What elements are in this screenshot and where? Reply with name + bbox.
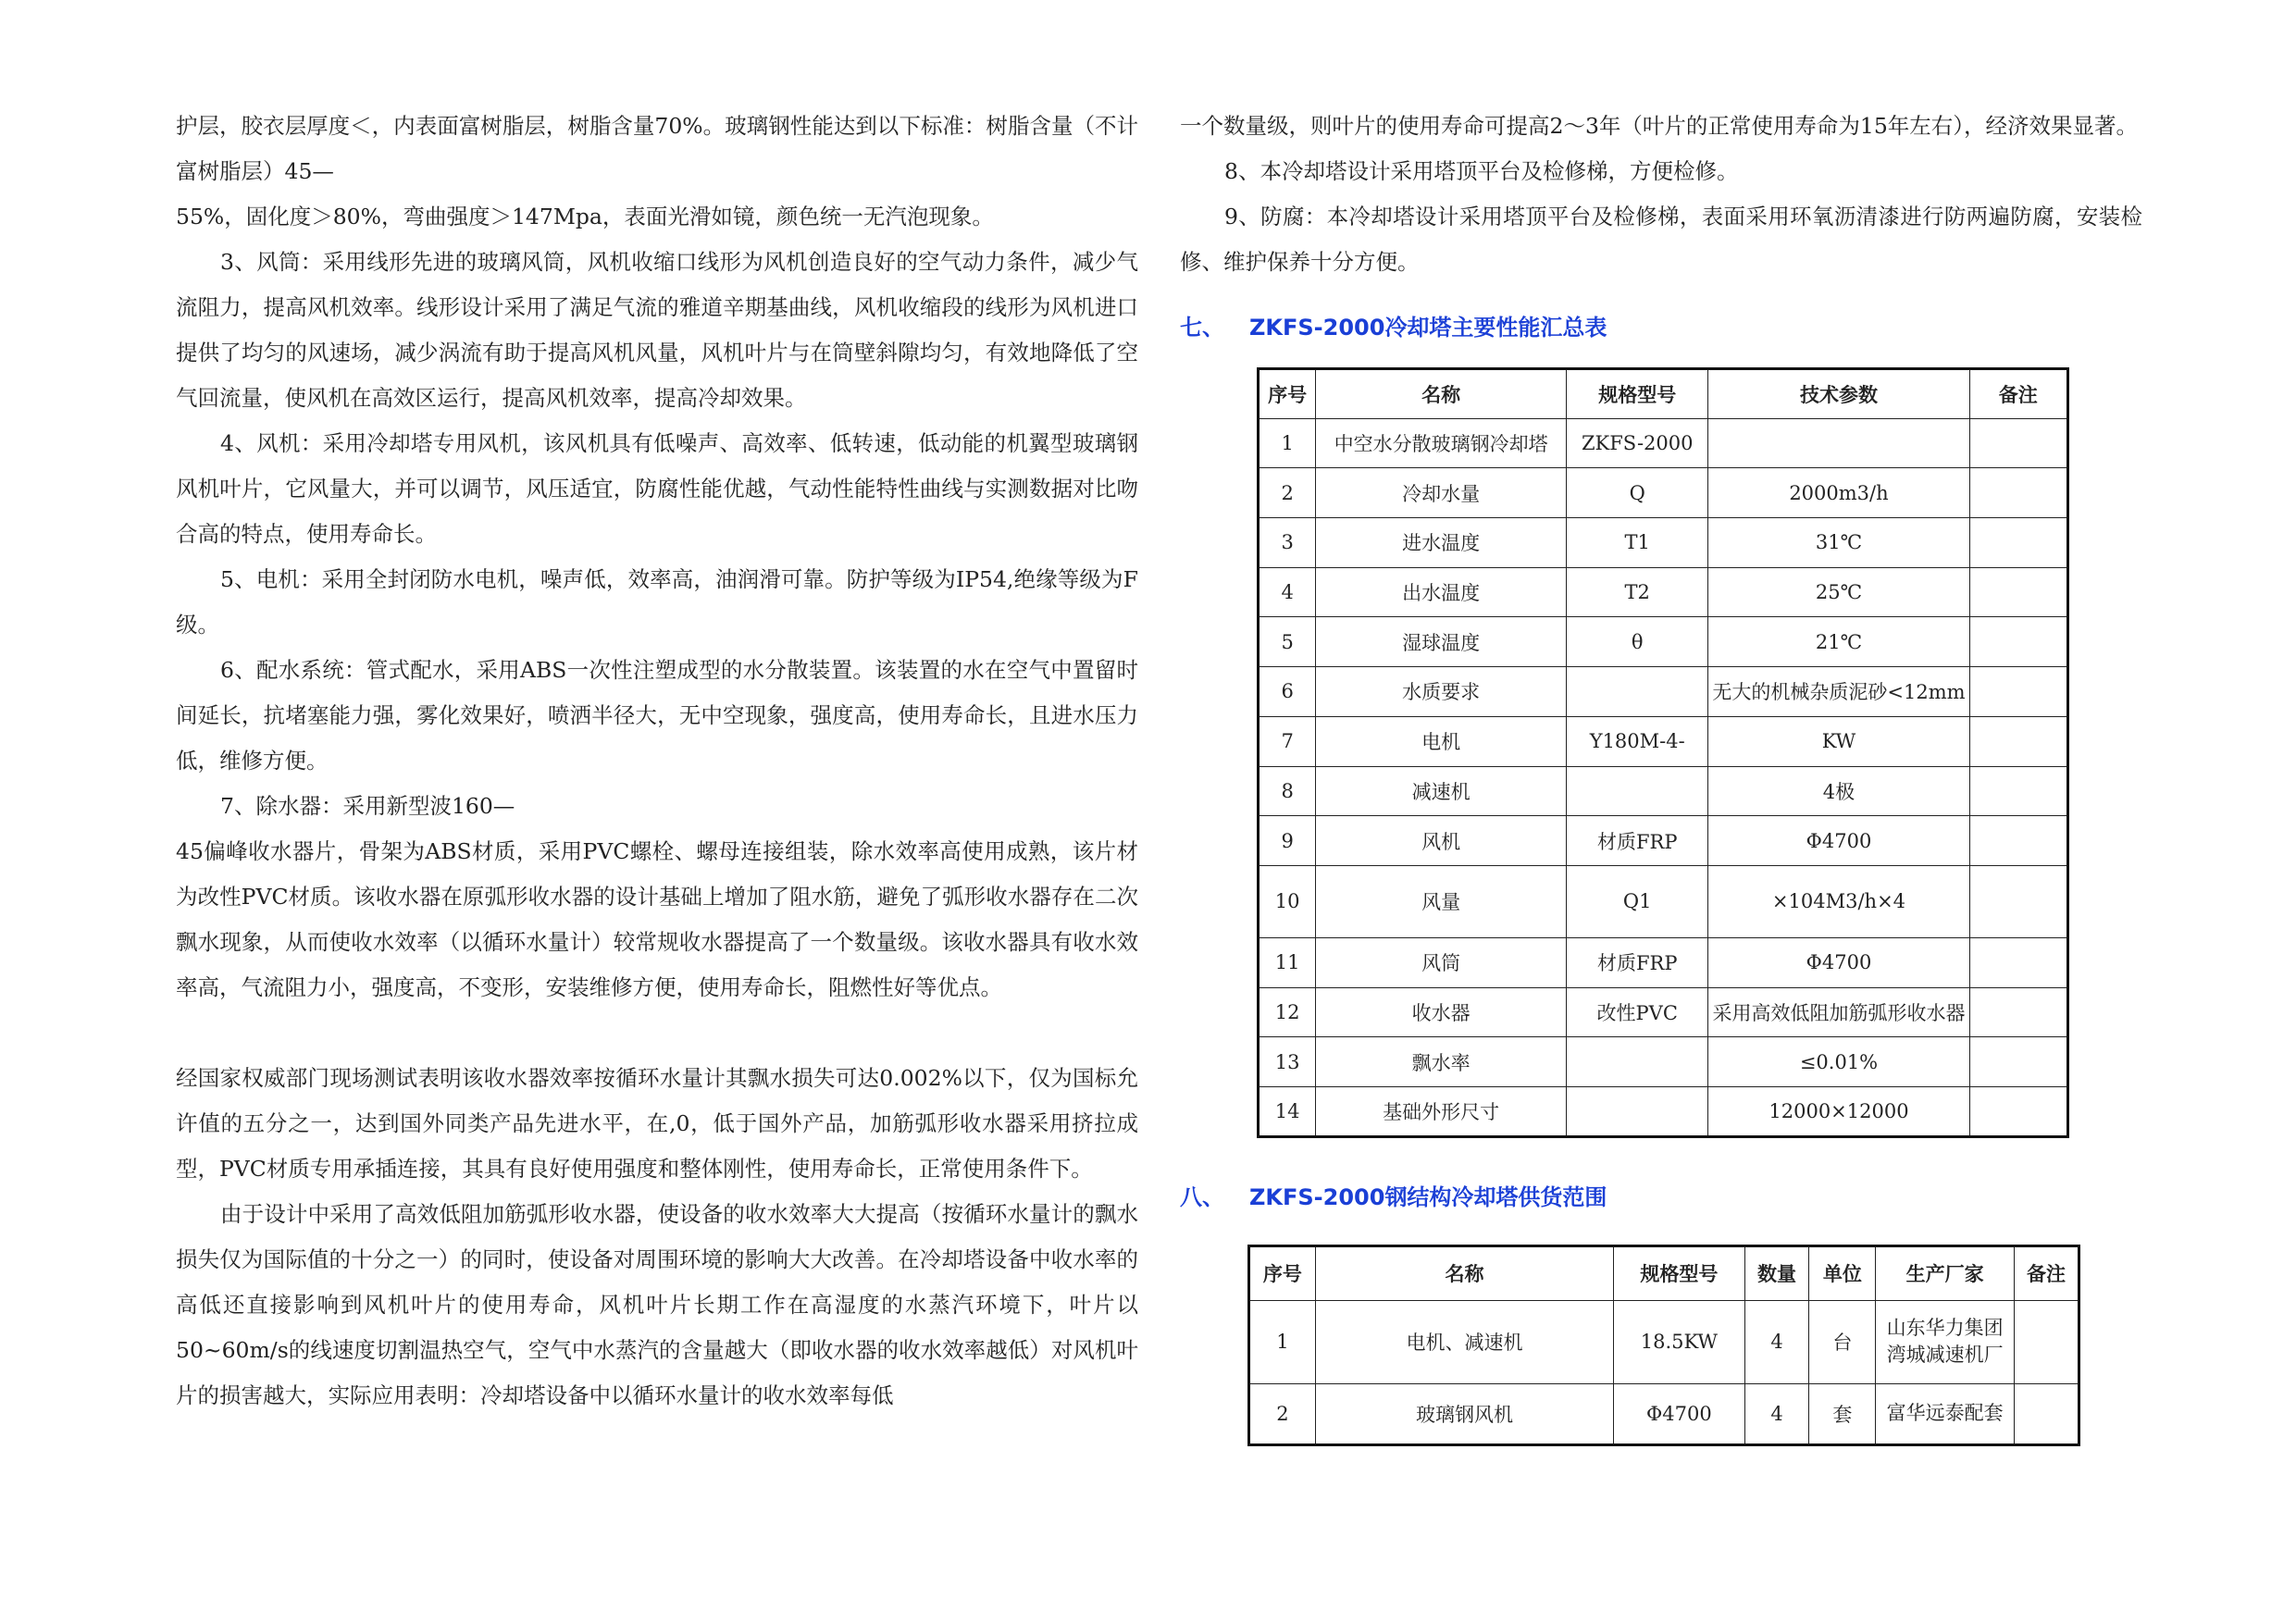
table-row bbox=[1259, 865, 2068, 937]
table-cell: 玻璃钢风机 bbox=[1315, 1383, 1613, 1444]
table-cell: 电机 bbox=[1316, 716, 1567, 766]
table-row bbox=[1259, 667, 2068, 717]
table-cell: 飘水率 bbox=[1316, 1037, 1567, 1087]
table-cell bbox=[2015, 1300, 2079, 1383]
table-row bbox=[1259, 766, 2068, 816]
table-cell bbox=[2015, 1383, 2079, 1444]
table-cell: 材质FRP bbox=[1567, 937, 1708, 987]
supply-scope-table bbox=[1247, 1245, 2080, 1446]
table-cell: 4 bbox=[1744, 1300, 1809, 1383]
table-row bbox=[1259, 1037, 2068, 1087]
table-row bbox=[1259, 617, 2068, 667]
paragraph: 9、防腐：本冷却塔设计采用塔顶平台及检修梯，表面采用环氧沥清漆进行防两遍防腐，安装检修、维护保养十分方便。 bbox=[1180, 204, 2142, 275]
manufacturer-line: 富华远泰配套 bbox=[1886, 1402, 2004, 1425]
table-cell bbox=[1567, 766, 1708, 816]
table-cell: Φ4700 bbox=[1708, 816, 1969, 866]
table-header-row bbox=[1249, 1245, 2079, 1300]
table-cell bbox=[1969, 518, 2067, 568]
section-7-number: 七、 bbox=[1180, 315, 1224, 341]
table-cell: 7 bbox=[1259, 716, 1316, 766]
table-cell: Φ4700 bbox=[1708, 937, 1969, 987]
table-cell: 25℃ bbox=[1708, 567, 1969, 617]
table-row bbox=[1259, 518, 2068, 568]
table-cell: 套 bbox=[1809, 1383, 1876, 1444]
table-cell: 台 bbox=[1809, 1300, 1876, 1383]
table-cell: 风筒 bbox=[1316, 937, 1567, 987]
table-cell: 冷却水量 bbox=[1316, 468, 1567, 518]
table-cell: 出水温度 bbox=[1316, 567, 1567, 617]
table-cell: θ bbox=[1567, 617, 1708, 667]
table-cell bbox=[1969, 865, 2067, 937]
table-row bbox=[1249, 1383, 2079, 1444]
table-cell bbox=[1969, 418, 2067, 468]
table-cell bbox=[1969, 937, 2067, 987]
paragraph: 经国家权威部门现场测试表明该收水器效率按循环水量计其飘水损失可达0.002%以下，仅为国标允许值的五分之一，达到国外同类产品先进水平，在,0，低于国外产品，加筋弧形收水器采用挤拉成型，PVC材质专用承插连接，其具有良好使用强度和整体刚性，使用寿命长，正常使用条件下。 bbox=[176, 1065, 1138, 1182]
table-cell: 6 bbox=[1259, 667, 1316, 717]
paragraph: 45偏峰收水器片，骨架为ABS材质，采用PVC螺栓、螺母连接组装，除水效率高使用成熟，该片材为改性PVC材质。该收水器在原弧形收水器的设计基础上增加了阻水筋，避免了弧形收水器存在二次飘水现象，从而使收水效率（以循环水量计）较常规收水器提高了一个数量级。该收水器具有收水效率高，气流阻力小，强度高，不变形，安装维修方便，使用寿命长，阻燃性好等优点。 bbox=[176, 838, 1138, 1000]
header-cell: 名称 bbox=[1315, 1245, 1613, 1300]
header-cell: 生产厂家 bbox=[1876, 1245, 2015, 1300]
table-cell bbox=[1969, 816, 2067, 866]
manufacturer-cell bbox=[1876, 1300, 2015, 1383]
table-cell: ZKFS-2000 bbox=[1567, 418, 1708, 468]
table-cell: 8 bbox=[1259, 766, 1316, 816]
paragraph: 3、风筒：采用线形先进的玻璃风筒，风机收缩口线形为风机创造良好的空气动力条件，减少气流阻力，提高风机效率。线形设计采用了满足气流的雅道辛期基曲线，风机收缩段的线形为风机进口提供了均匀的风速场，减少涡流有助于提高风机风量，风机叶片与在筒壁斜隙均匀，有效地降低了空气回流量，使风机在高效区运行，提高风机效率，提高冷却效果。 bbox=[176, 249, 1138, 411]
header-cell: 单位 bbox=[1809, 1245, 1876, 1300]
header-cell: 数量 bbox=[1744, 1245, 1809, 1300]
table-cell: 2000m3/h bbox=[1708, 468, 1969, 518]
performance-table bbox=[1257, 367, 2069, 1138]
header-cell: 备注 bbox=[1969, 369, 2067, 419]
table-cell: 18.5KW bbox=[1614, 1300, 1745, 1383]
paragraph: 8、本冷却塔设计采用塔顶平台及检修梯，方便检修。 bbox=[1224, 158, 1739, 184]
manufacturer-line: 湾城减速机厂 bbox=[1886, 1344, 2004, 1367]
table-row bbox=[1259, 468, 2068, 518]
table-row bbox=[1249, 1300, 2079, 1383]
table-cell: 2 bbox=[1249, 1383, 1316, 1444]
table-cell: KW bbox=[1708, 716, 1969, 766]
table-cell bbox=[1969, 1086, 2067, 1136]
table-header-row bbox=[1259, 369, 2068, 419]
table-cell: 9 bbox=[1259, 816, 1316, 866]
table-cell bbox=[1969, 1037, 2067, 1087]
table-cell bbox=[1708, 418, 1969, 468]
table-cell: 14 bbox=[1259, 1086, 1316, 1136]
table-cell: 风机 bbox=[1316, 816, 1567, 866]
table-cell: 1 bbox=[1259, 418, 1316, 468]
table-cell: 31℃ bbox=[1708, 518, 1969, 568]
paragraph: 55%，固化度＞80%，弯曲强度＞147Mpa，表面光滑如镜，颜色统一无汽泡现象。 bbox=[176, 204, 994, 229]
table-cell bbox=[1969, 716, 2067, 766]
paragraph: 护层，胶衣层厚度＜，内表面富树脂层，树脂含量70%。玻璃钢性能达到以下标准：树脂含量（不计富树脂层）45— bbox=[176, 113, 1138, 184]
right-column bbox=[1180, 104, 2142, 1446]
table-cell: 11 bbox=[1259, 937, 1316, 987]
table-cell: 3 bbox=[1259, 518, 1316, 568]
section-7-title: ZKFS-2000冷却塔主要性能汇总表 bbox=[1249, 315, 1607, 341]
table-cell bbox=[1969, 987, 2067, 1037]
header-cell: 备注 bbox=[2015, 1245, 2079, 1300]
table-cell: 无大的机械杂质泥砂<12mm bbox=[1708, 667, 1969, 717]
table-cell: 改性PVC bbox=[1567, 987, 1708, 1037]
table-cell: Φ4700 bbox=[1614, 1383, 1745, 1444]
paragraph: 6、配水系统：管式配水，采用ABS一次性注塑成型的水分散装置。该装置的水在空气中置留时间延长，抗堵塞能力强，雾化效果好，喷洒半径大，无中空现象，强度高，使用寿命长，且进水压力低，维修方便。 bbox=[176, 657, 1138, 774]
table-cell: 基础外形尺寸 bbox=[1316, 1086, 1567, 1136]
manufacturer-cell bbox=[1876, 1383, 2015, 1444]
paragraph: 由于设计中采用了高效低阻加筋弧形收水器，使设备的收水效率大大提高（按循环水量计的飘水损失仅为国际值的十分之一）的同时，使设备对周围环境的影响大大改善。在冷却塔设备中收水率的高低还直接影响到风机叶片的使用寿命，风机叶片长期工作在高湿度的水蒸汽环境下，叶片以50~60m/s的线速度切割温热空气，空气中水蒸汽的含量越大（即收水器的收水效率越低）对风机叶片的损害越大，实际应用表明：冷却塔设备中以循环水量计的收水效率每低 bbox=[176, 1201, 1138, 1408]
header-cell: 序号 bbox=[1249, 1245, 1316, 1300]
table-cell: 1 bbox=[1249, 1300, 1316, 1383]
header-cell: 技术参数 bbox=[1708, 369, 1969, 419]
table-cell: 水质要求 bbox=[1316, 667, 1567, 717]
table-cell: Q bbox=[1567, 468, 1708, 518]
table-cell: 湿球温度 bbox=[1316, 617, 1567, 667]
table-cell: 收水器 bbox=[1316, 987, 1567, 1037]
header-cell: 序号 bbox=[1259, 369, 1316, 419]
right-paragraphs bbox=[1180, 104, 2142, 285]
table-cell: T2 bbox=[1567, 567, 1708, 617]
table-cell bbox=[1567, 667, 1708, 717]
table-row bbox=[1259, 1086, 2068, 1136]
table-cell: 减速机 bbox=[1316, 766, 1567, 816]
paragraph bbox=[176, 1010, 1138, 1056]
table-cell: 4 bbox=[1259, 567, 1316, 617]
table-cell bbox=[1969, 766, 2067, 816]
manufacturer-line: 山东华力集团 bbox=[1886, 1317, 2004, 1340]
table-cell: 5 bbox=[1259, 617, 1316, 667]
section-8-heading bbox=[1180, 1175, 2142, 1220]
table-cell: 2 bbox=[1259, 468, 1316, 518]
table-row bbox=[1259, 937, 2068, 987]
header-cell: 规格型号 bbox=[1614, 1245, 1745, 1300]
table-row bbox=[1259, 567, 2068, 617]
table-cell: Q1 bbox=[1567, 865, 1708, 937]
table-row bbox=[1259, 418, 2068, 468]
section-8-title: ZKFS-2000钢结构冷却塔供货范围 bbox=[1249, 1183, 1607, 1210]
table-cell bbox=[1969, 468, 2067, 518]
table-cell bbox=[1969, 617, 2067, 667]
table-cell bbox=[1567, 1037, 1708, 1087]
table-cell: T1 bbox=[1567, 518, 1708, 568]
paragraph: 5、电机：采用全封闭防水电机，噪声低，效率高，油润滑可靠。防护等级为IP54,绝缘等级为F级。 bbox=[176, 566, 1138, 638]
table-cell: 采用高效低阻加筋弧形收水器 bbox=[1708, 987, 1969, 1037]
table-row bbox=[1259, 987, 2068, 1037]
table-cell bbox=[1567, 1086, 1708, 1136]
table-cell: 12 bbox=[1259, 987, 1316, 1037]
table-cell bbox=[1969, 567, 2067, 617]
left-column bbox=[176, 104, 1138, 1419]
table-cell: 4 bbox=[1744, 1383, 1809, 1444]
paragraph: 7、除水器：采用新型波160— bbox=[220, 793, 515, 819]
section-8-number: 八、 bbox=[1180, 1183, 1224, 1210]
paragraph: 4、风机：采用冷却塔专用风机，该风机具有低噪声、高效率、低转速，低动能的机翼型玻璃钢风机叶片，它风量大，并可以调节，风压适宜，防腐性能优越，气动性能特性曲线与实测数据对比吻合高的特点，使用寿命长。 bbox=[176, 430, 1138, 547]
table-cell: 电机、减速机 bbox=[1315, 1300, 1613, 1383]
table-cell: 材质FRP bbox=[1567, 816, 1708, 866]
table-cell: Y180M-4- bbox=[1567, 716, 1708, 766]
table-cell: 12000×12000 bbox=[1708, 1086, 1969, 1136]
table-cell: ×104M3/h×4 bbox=[1708, 865, 1969, 937]
table-row bbox=[1259, 816, 2068, 866]
table-cell: 10 bbox=[1259, 865, 1316, 937]
table-cell bbox=[1969, 667, 2067, 717]
section-7-heading bbox=[1180, 305, 2142, 351]
paragraph: 一个数量级，则叶片的使用寿命可提高2～3年（叶片的正常使用寿命为15年左右），经济效果显著。 bbox=[1180, 113, 2139, 139]
table-cell: 4极 bbox=[1708, 766, 1969, 816]
table-row bbox=[1259, 716, 2068, 766]
table-cell: 21℃ bbox=[1708, 617, 1969, 667]
header-cell: 规格型号 bbox=[1567, 369, 1708, 419]
table-cell: ≤0.01% bbox=[1708, 1037, 1969, 1087]
table-cell: 进水温度 bbox=[1316, 518, 1567, 568]
table-cell: 中空水分散玻璃钢冷却塔 bbox=[1316, 418, 1567, 468]
table-cell: 13 bbox=[1259, 1037, 1316, 1087]
table-cell: 风量 bbox=[1316, 865, 1567, 937]
header-cell: 名称 bbox=[1316, 369, 1567, 419]
